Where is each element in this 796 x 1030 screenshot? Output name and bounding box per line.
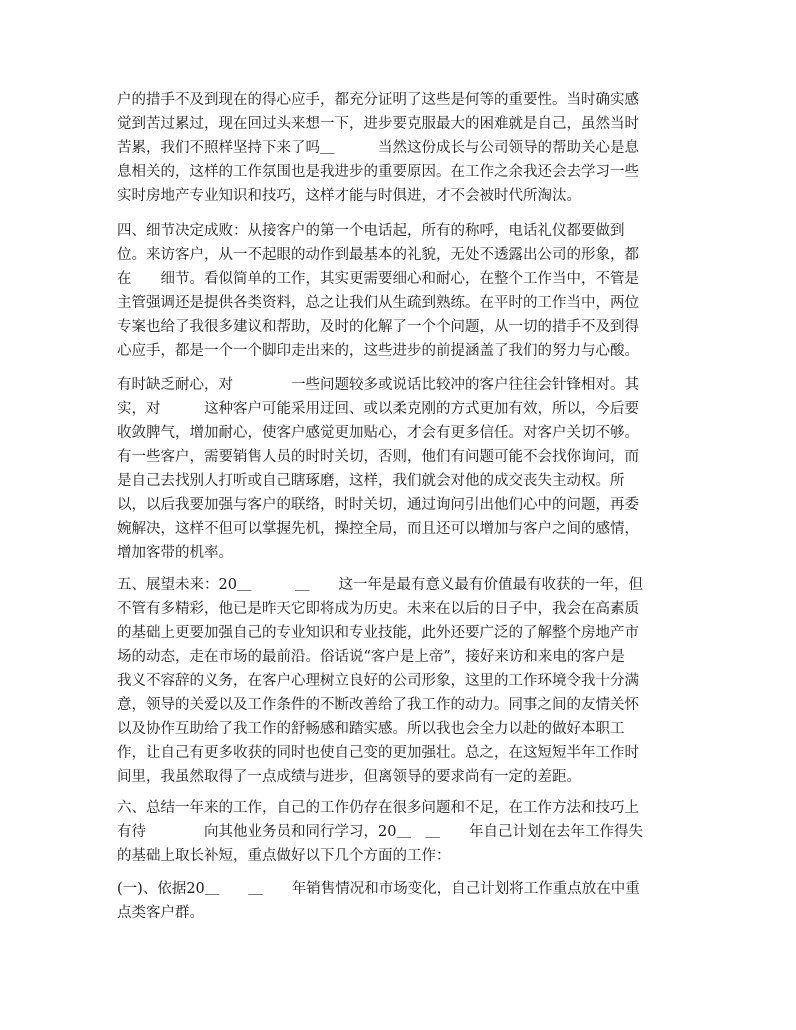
text-line: 四、细节决定成败：从接客户的第一个电话起，所有的称呼，电话礼仪都要做到: [117, 223, 625, 239]
paragraph-details: [117, 219, 683, 363]
text-line: 点类客户群。: [117, 905, 204, 921]
paragraph-growth: [117, 88, 683, 208]
text-line: 意，领导的关爱以及工作条件的不断改善给了我工作的动力。同事之间的友情关怀: [117, 697, 639, 713]
text-line: 专案也给了我很多建议和帮助，及时的化解了一个个问题，从一切的措手不及到得: [117, 319, 639, 335]
paragraph-plan-item-1: [117, 877, 683, 925]
text-line: 实时房地产专业知识和技巧，这样才能与时俱进，才不会被时代所淘汰。: [117, 188, 581, 204]
text-line: 心应手，都是一个一个脚印走出来的，这些进步的前提涵盖了我们的努力与心酸。: [117, 343, 639, 359]
text-line: 户的措手不及到现在的得心应手，都充分证明了这些是何等的重要性。当时确实感: [117, 92, 639, 108]
text-line: 不管有多精彩，他已是昨天它即将成为历史。未来在以后的日子中，我会在高素质: [117, 601, 639, 617]
text-line: 位。来访客户，从一不起眼的动作到最基本的礼貌，无处不透露出公司的形象，都: [117, 247, 639, 263]
paragraph-patience: [117, 373, 683, 565]
text-line: 苦累，我们不照样坚持下来了吗＿ 当然这份成长与公司领导的帮助关心是息: [117, 140, 639, 156]
paragraph-summary: [117, 796, 683, 868]
text-line: 婉解决，这样不但可以掌握先机，操控全局，而且还可以增加与客户之间的感情，: [117, 521, 639, 537]
text-line: 增加客带的机率。: [117, 545, 233, 561]
text-line: (一)、依据20＿ ＿ 年销售情况和市场变化，自己计划将工作重点放在中重: [117, 881, 640, 897]
text-line: 五、展望未来：20＿ ＿ 这一年是最有意义最有价值最有收获的一年，但: [117, 577, 643, 593]
paragraph-outlook: [117, 573, 683, 789]
text-line: 我义不容辞的义务，在客户心理树立良好的公司形象，这里的工作环境令我十分满: [117, 673, 639, 689]
text-line: 觉到苦过累过，现在回过头来想一下，进步要克服最大的困难就是自己，虽然当时: [117, 116, 639, 132]
text-line: 以及协作互助给了我工作的舒畅感和踏实感。所以我也会全力以赴的做好本职工: [117, 721, 625, 737]
text-line: 有时缺乏耐心，对 一些问题较多或说话比较冲的客户往往会针锋相对。其: [117, 377, 639, 393]
text-line: 主管强调还是提供各类资料，总之让我们从生疏到熟练。在平时的工作当中，两位: [117, 295, 639, 311]
text-line: 息相关的，这样的工作氛围也是我进步的重要原因。在工作之余我还会去学习一些: [117, 164, 639, 180]
text-line: 六、总结一年来的工作，自己的工作仍存在很多问题和不足，在工作方法和技巧上: [117, 800, 639, 816]
text-line: 场的动态，走在市场的最前沿。俗话说“客户是上帝”，接好来访和来电的客户是: [117, 649, 625, 665]
text-line: 的基础上更要加强自己的专业知识和专业技能，此外还要广泛的了解整个房地产市: [117, 625, 639, 641]
text-line: 在 细节。看似简单的工作，其实更需要细心和耐心，在整个工作当中，不管是: [117, 271, 639, 287]
text-line: 作，让自己有更多收获的同时也使自己变的更加强壮。总之，在这短短半年工作时: [117, 745, 639, 761]
text-line: 的基础上取长补短，重点做好以下几个方面的工作：: [117, 848, 451, 864]
text-line: 收敛脾气，增加耐心，使客户感觉更加贴心，才会有更多信任。对客户关切不够。: [117, 425, 639, 441]
text-line: 有一些客户，需要销售人员的时时关切，否则，他们有问题可能不会找你询问，而: [117, 449, 639, 465]
text-line: 以，以后我要加强与客户的联络，时时关切，通过询问引出他们心中的问题，再委: [117, 497, 639, 513]
text-line: 是自己去找别人打听或自己瞎琢磨，这样，我们就会对他的成交丧失主动权。所: [117, 473, 625, 489]
text-line: 实，对 这种客户可能采用迂回、或以柔克刚的方式更加有效，所以，今后要: [117, 401, 639, 417]
text-line: 有待 向其他业务员和同行学习，20＿ ＿ 年自己计划在去年工作得失: [117, 824, 643, 840]
text-line: 间里，我虽然取得了一点成绩与进步，但离领导的要求尚有一定的差距。: [117, 769, 581, 785]
